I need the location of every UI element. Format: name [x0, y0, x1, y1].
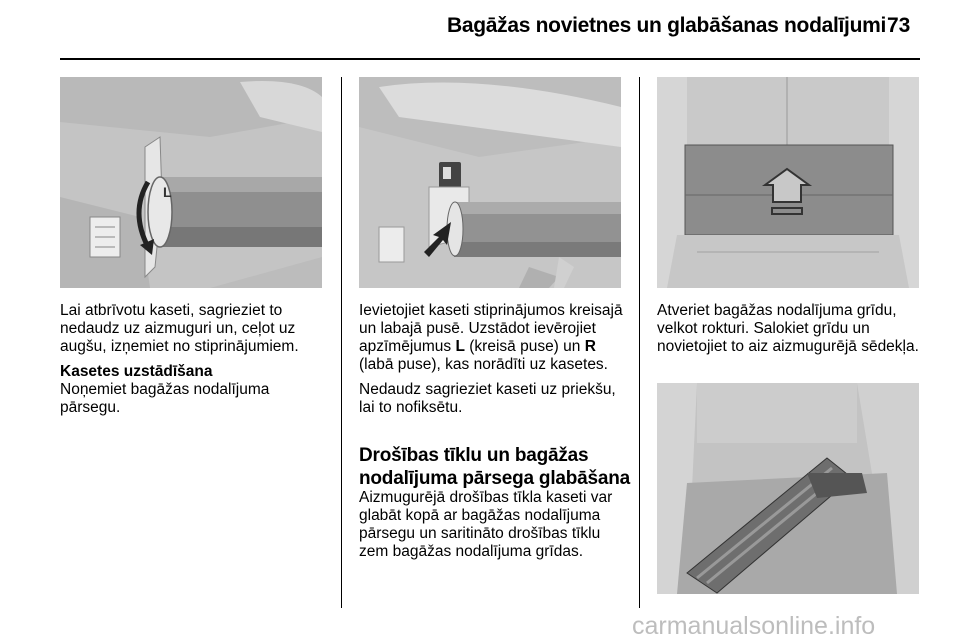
column-3-text — [657, 302, 922, 363]
illustration-open-floor — [657, 77, 919, 288]
paragraph: Atveriet bagāžas nodalījuma grīdu, velkot rokturi. Salokiet grīdu un novietojiet to aiz aizmugurējā sēdekļa. — [657, 302, 919, 355]
paragraph: Ievietojiet kaseti stiprinājumos kreisajā un labajā pusē. Uzstādot ievērojiet apzīmējumus L (kreisā puse) un R (labā puse), kas norādīti uz kasetes. — [359, 302, 623, 373]
column-divider-left — [341, 77, 342, 608]
watermark: carmanualsonline.info — [632, 612, 876, 640]
column-1-text — [60, 302, 330, 424]
right-marker: R — [584, 338, 596, 355]
page-number: 73 — [887, 14, 911, 37]
paragraph: Aizmugurējā drošības tīkla kaseti var glabāt kopā ar bagāžas nodalījuma pārsegu un saritināto drošības tīklu zem bagāžas nodalījuma grīdas. — [359, 489, 613, 560]
subheading-cassette-install: Kasetes uzstādīšana — [60, 363, 213, 380]
header-rule — [60, 58, 920, 60]
column-2-text-bottom — [359, 489, 631, 568]
paragraph: Noņemiet bagāžas nodalījuma pārsegu. — [60, 381, 270, 416]
left-marker: L — [455, 338, 465, 355]
illustration-cassette-removal — [60, 77, 322, 288]
illustration-cassette-installation — [359, 77, 621, 288]
paragraph: Nedaudz sagrieziet kaseti uz priekšu, lai to nofiksētu. — [359, 381, 616, 416]
section-title: Drošības tīklu un bagāžas nodalījuma pārsega glabāšana — [359, 445, 631, 489]
column-divider-right — [639, 77, 640, 608]
cassette-marking-label: L — [163, 184, 172, 200]
page-title: Bagāžas novietnes un glabāšanas nodalījumi — [447, 14, 887, 37]
illustration-storage-under-floor — [657, 383, 919, 594]
column-2-text — [359, 302, 631, 424]
paragraph: Lai atbrīvotu kaseti, sagrieziet to nedaudz uz aizmuguri un, ceļot uz augšu, izņemiet no stiprinājumiem. — [60, 302, 299, 355]
